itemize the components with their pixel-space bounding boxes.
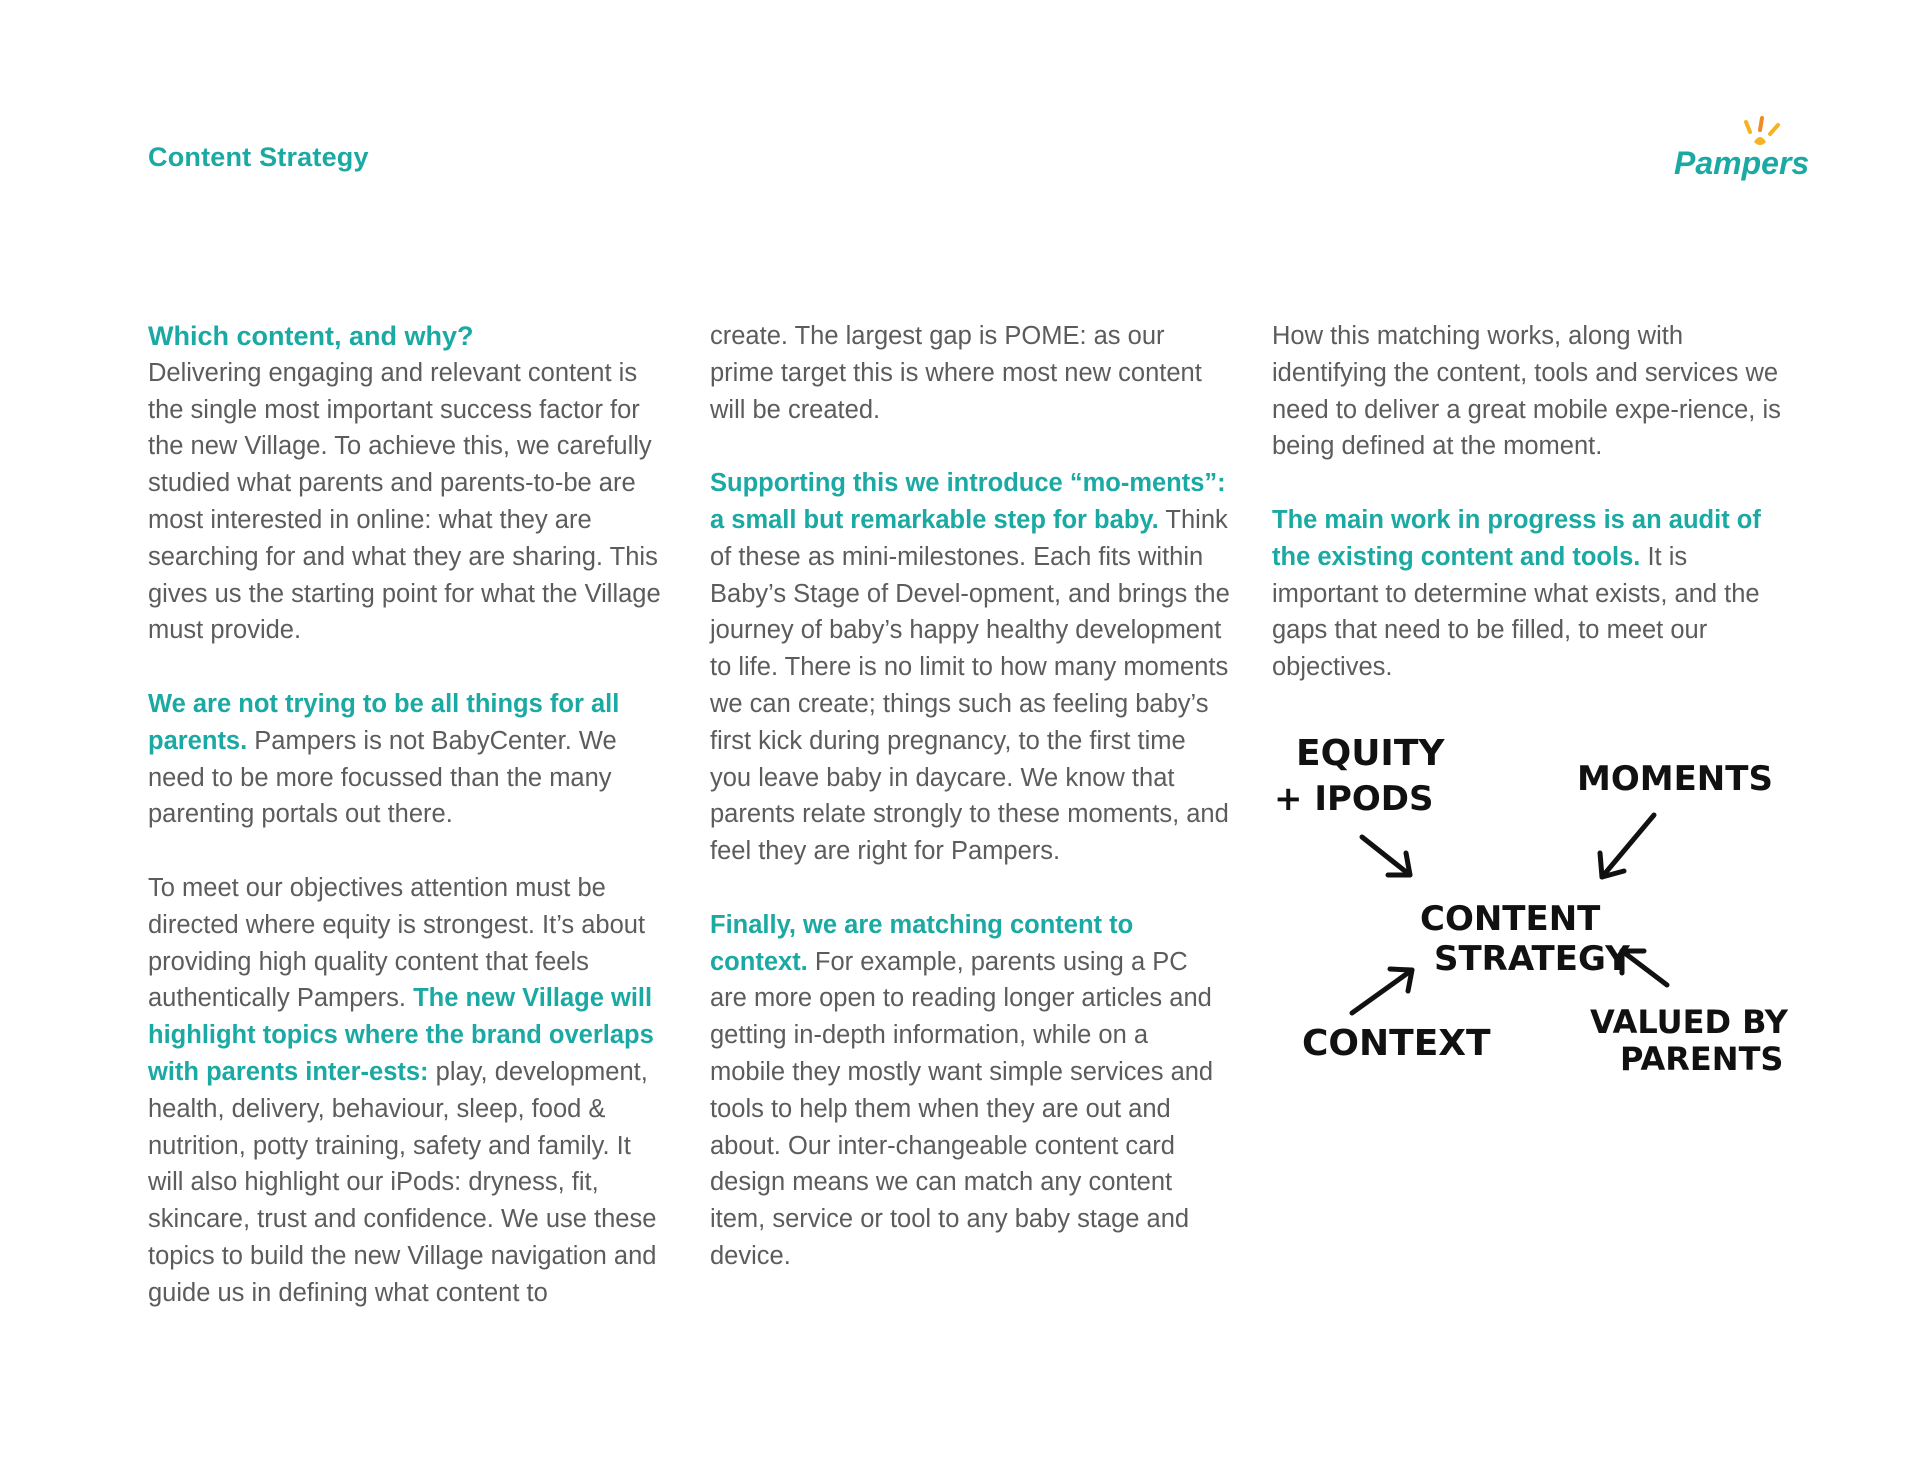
paragraph-text: For example, parents using a PC are more open to reading longer articles and getting in-depth information, while on a mobile they mostly want simple services and tools to help them when they are out and about. Our inter-changeable content card design means we can match any content item, service or tool to any baby stage and device. <box>710 947 1214 1270</box>
sketch-label-content: CONTENT <box>1420 899 1601 939</box>
page-title: Content Strategy <box>148 142 369 172</box>
paragraph-text: It is important to determine what exists, and the gaps that need to be filled, to meet our objectives. <box>1272 542 1760 682</box>
paragraph <box>148 686 668 833</box>
pampers-logo <box>1670 112 1810 192</box>
sketch-label-ipods: + IPODS <box>1274 779 1434 819</box>
column-3 <box>1272 318 1792 723</box>
sketch-label-equity: EQUITY <box>1296 733 1445 774</box>
sketch-label-strategy: STRATEGY <box>1434 939 1630 979</box>
column-2 <box>710 318 1230 1312</box>
paragraph-text: Think of these as mini-milestones. Each fits within Baby’s Stage of Devel-opment, and brings the journey of baby’s happy healthy development to life. There is no limit to how many moments we can create; things such as feeling baby’s first kick during pregnancy, to the first time you leave baby in daycare. We know that parents relate strongly to these moments, and feel they are right for Pampers. <box>710 505 1230 866</box>
paragraph <box>710 907 1230 1275</box>
sketch-label-valued-by: VALUED BY <box>1590 1003 1788 1041</box>
paragraph <box>710 318 1230 428</box>
paragraph <box>148 870 668 1312</box>
column-1 <box>148 318 668 1348</box>
paragraph <box>710 465 1230 870</box>
arrow-icon <box>1600 815 1654 877</box>
arrow-icon <box>1362 837 1410 875</box>
paragraph <box>1272 318 1792 465</box>
paragraph-text: Delivering engaging and relevant content is the single most important success factor for the new Village. To achieve this, we carefully studied what parents and parents-to-be are most interested in online: what they are searching for and what they are sharing. This gives us the starting point for what the Village must provide. <box>148 358 661 645</box>
logo-wordmark: Pampers <box>1674 145 1810 181</box>
paragraph <box>1272 502 1792 686</box>
paragraph-highlight: The new Village will highlight topics where the brand overlaps with parents inter-ests: <box>148 984 654 1086</box>
logo-rays-icon <box>1746 118 1778 145</box>
paragraph-lead: We are not trying to be all things for all parents. <box>148 689 620 755</box>
sketch-label-moments: MOMENTS <box>1577 759 1773 799</box>
paragraph <box>148 355 668 649</box>
paragraph-text: create. The largest gap is POME: as our prime target this is where most new content will be created. <box>710 322 1202 424</box>
paragraph-text: To meet our objectives attention must be directed where equity is strongest. It’s about providing high quality content that feels authentically Pampers. <box>148 873 646 1013</box>
paragraph-text: play, development, health, delivery, behaviour, sleep, food & nutrition, potty training, safety and family. It will also highlight our iPods: dryness, fit, skincare, trust and confidence. We use these topics to build the new Village navigation and guide us in defining what content to <box>148 1057 657 1307</box>
paragraph-lead: The main work in progress is an audit of the existing content and tools. <box>1272 505 1761 571</box>
content-strategy-sketch <box>1262 715 1802 1085</box>
sketch-label-parents: PARENTS <box>1620 1040 1784 1078</box>
paragraph-text: How this matching works, along with identifying the content, tools and services we need to deliver a great mobile expe-rience, is being defined at the moment. <box>1272 322 1781 461</box>
section-heading: Which content, and why? <box>148 321 474 351</box>
sketch-label-context: CONTEXT <box>1302 1023 1491 1064</box>
paragraph-text: Pampers is not BabyCenter. We need to be more focussed than the many parenting portals out there. <box>148 726 617 829</box>
paragraph-lead: Finally, we are matching content to context. <box>710 910 1134 976</box>
arrow-icon <box>1352 969 1412 1013</box>
paragraph-lead: Supporting this we introduce “mo-ments”: a small but remarkable step for baby. <box>710 469 1226 534</box>
